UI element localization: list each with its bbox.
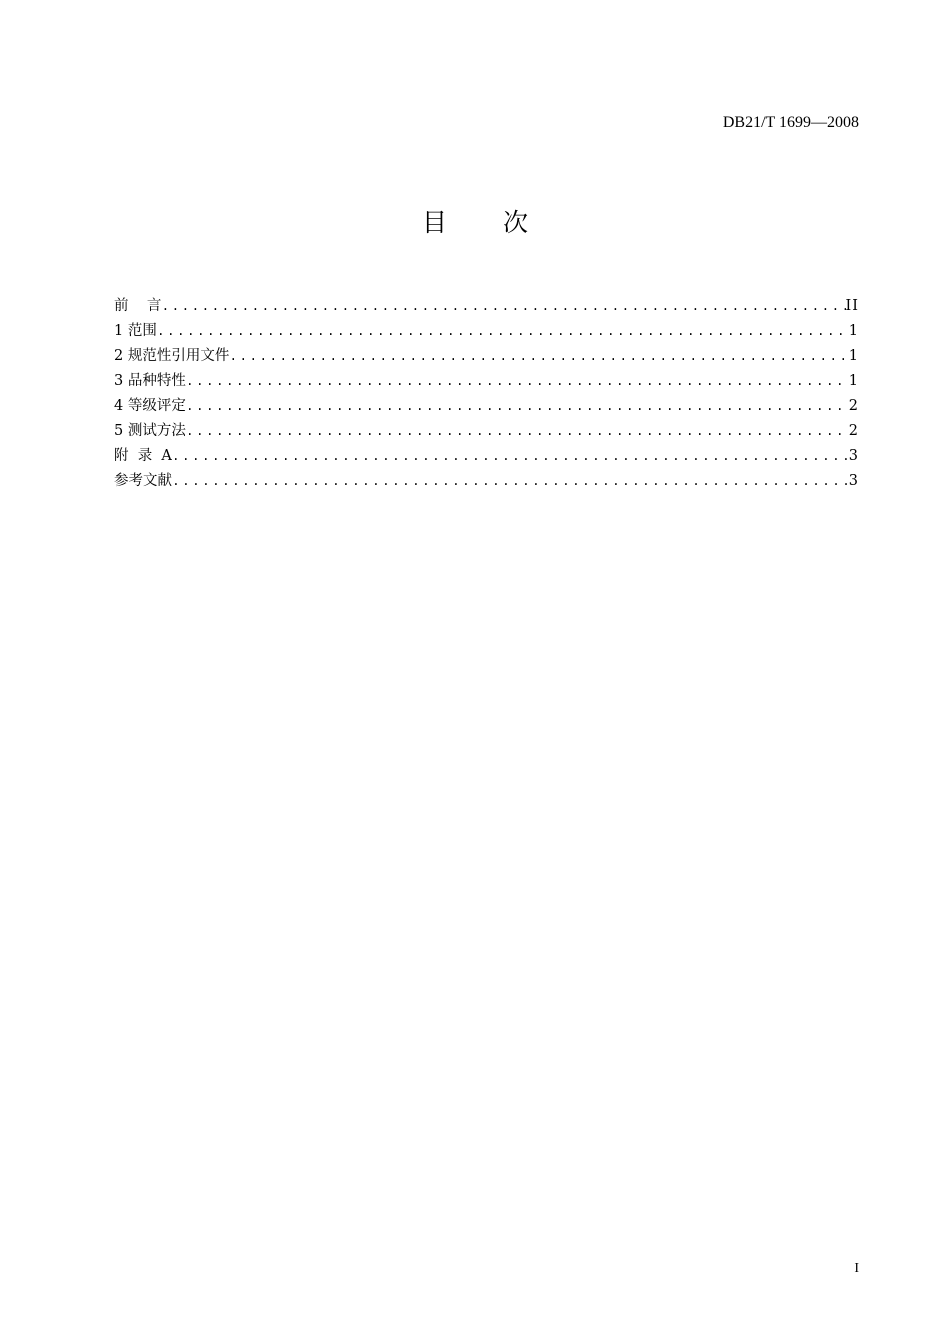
- toc-entry-label: 前 言: [114, 298, 162, 314]
- toc-entry-test-methods[interactable]: [114, 419, 859, 444]
- toc-entry-scope[interactable]: [114, 319, 859, 344]
- toc-entry-label: 5 测试方法: [114, 423, 186, 439]
- toc-entry-label: 4 等级评定: [114, 398, 186, 414]
- toc-entry-page: II: [845, 298, 859, 314]
- page-number: I: [854, 1261, 859, 1276]
- toc-leader-dots: [161, 294, 845, 319]
- toc-leader-dots: [172, 469, 849, 494]
- toc-leader-dots: [186, 369, 849, 394]
- toc-entry-page: 1: [848, 373, 859, 389]
- toc-entry-label: 附 录 A: [114, 448, 172, 464]
- toc-entry-label: 1 范围: [114, 323, 157, 339]
- toc-entry-label: 2 规范性引用文件: [114, 348, 230, 364]
- toc-leader-dots: [157, 319, 849, 344]
- toc-list: [114, 294, 859, 494]
- toc-entry-variety-characteristics[interactable]: [114, 369, 859, 394]
- toc-entry-label: 3 品种特性: [114, 373, 186, 389]
- toc-entry-page: 3: [848, 448, 859, 464]
- toc-leader-dots: [172, 444, 849, 469]
- toc-entry-grade-evaluation[interactable]: [114, 394, 859, 419]
- toc-entry-page: 1: [848, 323, 859, 339]
- toc-leader-dots: [186, 394, 849, 419]
- toc-entry-page: 3: [848, 473, 859, 489]
- document-code: DB21/T 1699—2008: [722, 114, 859, 131]
- toc-title: 目 次: [422, 208, 552, 237]
- toc-leader-dots: [229, 344, 848, 369]
- toc-entry-normative-references[interactable]: [114, 344, 859, 369]
- toc-entry-label: 参考文献: [114, 473, 172, 489]
- toc-entry-bibliography[interactable]: [114, 469, 859, 494]
- toc-entry-page: 2: [848, 398, 859, 414]
- toc-entry-page: 2: [848, 423, 859, 439]
- toc-entry-page: 1: [848, 348, 859, 364]
- toc-entry-appendix-a[interactable]: [114, 444, 859, 469]
- toc-leader-dots: [186, 419, 849, 444]
- toc-entry-foreword[interactable]: [114, 294, 859, 319]
